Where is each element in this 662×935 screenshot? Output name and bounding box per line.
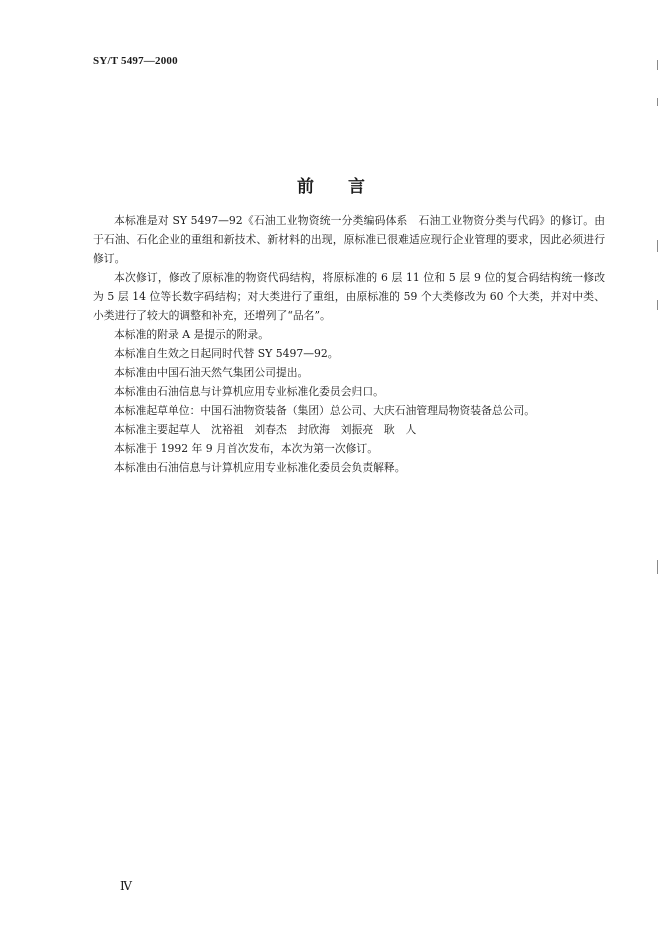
scan-edge-mark [657,300,658,310]
paragraph-interpretation: 本标准由石油信息与计算机应用专业标准化委员会负责解释。 [114,461,406,474]
paragraph-supersedes: 本标准自生效之日起同时代替 SY 5497—92。 [114,347,339,360]
paragraph-appendix-note: 本标准的附录 A 是提示的附录。 [114,328,270,341]
standard-code-header: SY/T 5497—2000 [93,55,178,67]
scan-edge-mark [657,98,658,106]
paragraph-centralized-by: 本标准由石油信息与计算机应用专业标准化委员会归口。 [114,385,384,398]
page-number: Ⅳ [120,879,132,893]
page-title: 前言 [297,177,399,197]
paragraph-revision-details: 本次修订，修改了原标准的物资代码结构，将原标准的 6 层 11 位和 5 层 9 位的复合码结构统一修改为 5 层 14 位等长数字码结构；对大类进行了重组，由原标准的 59 个大类修改为 60 个大类，并对中类、小类进行了较大的调整和补充，还增列了“品名”。 [93,271,605,322]
scan-edge-mark [657,240,658,252]
paragraph-first-issued: 本标准于 1992 年 9 月首次发布，本次为第一次修订。 [114,442,379,455]
paragraph-revision-summary: 本标准是对 SY 5497—92《石油工业物资统一分类编码体系 石油工业物资分类与代码》的修订。由于石油、石化企业的重组和新技术、新材料的出现，原标准已很难适应现行企业管理的要求，因此必须进行修订。 [93,214,605,265]
scan-edge-mark [657,560,658,574]
paragraph-drafting-units: 本标准起草单位：中国石油物资装备（集团）总公司、大庆石油管理局物资装备总公司。 [114,404,536,417]
paragraph-proposed-by: 本标准由中国石油天然气集团公司提出。 [114,366,309,379]
paragraph-drafters: 本标准主要起草人 沈裕祖 刘春杰 封欣海 刘振亮 耿 人 [114,423,417,436]
scan-edge-mark [657,60,658,70]
foreword-body [93,211,605,477]
